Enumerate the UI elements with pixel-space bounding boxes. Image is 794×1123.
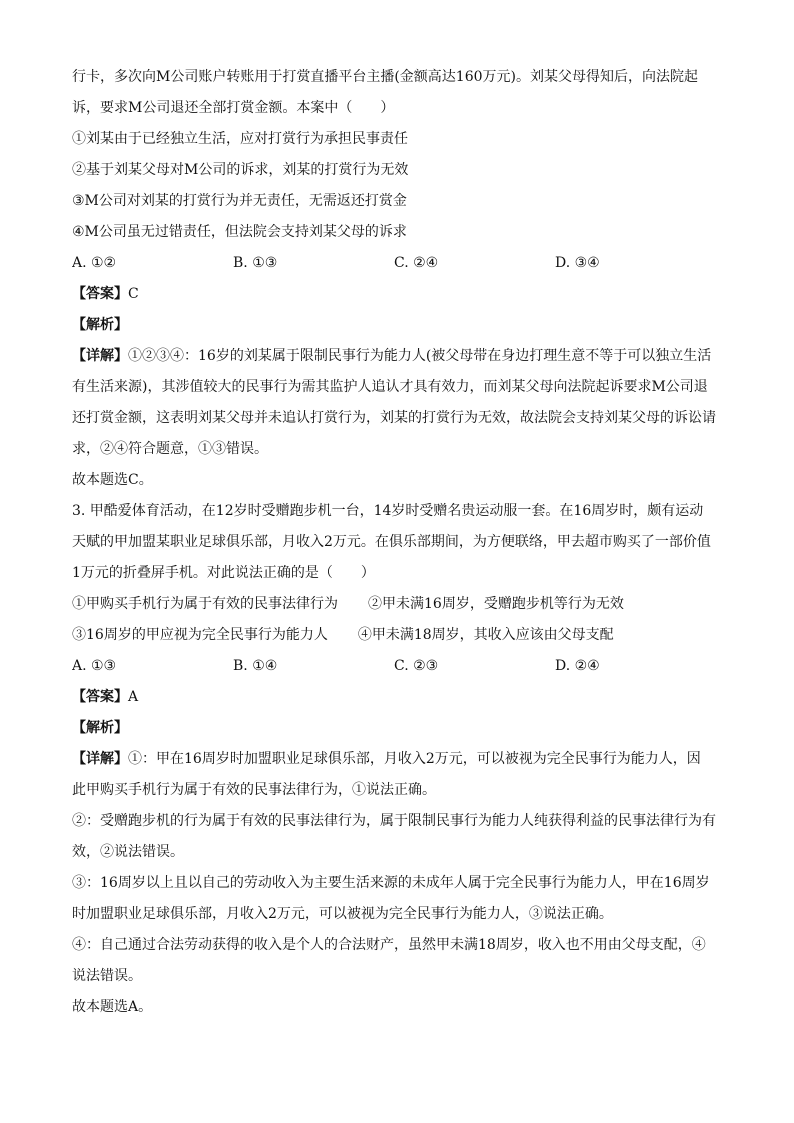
document-page: [72, 62, 722, 1023]
q2-conclusion: 故本题选C。: [72, 472, 153, 488]
q3-statement: ③16周岁的甲应视为完全民事行为能力人: [72, 627, 328, 643]
q2-detail-line: [72, 341, 722, 372]
q2-detail-label: 【详解】: [72, 348, 128, 364]
q3-answer: [72, 682, 722, 713]
q2-option-c: C. ②④: [394, 255, 439, 271]
q3-option-c: C. ②③: [394, 658, 439, 674]
q2-answer-label: 【答案】: [72, 286, 128, 302]
q3-analysis-label: 【解析】: [72, 720, 128, 736]
q3-detail-line: 时加盟职业足球俱乐部，月收入2万元，可以被视为完全民事行为能力人，③说法正确。: [72, 906, 613, 922]
q2-statement: ④M公司虽无过错责任，但法院会支持刘某父母的诉求: [72, 224, 407, 240]
q3-detail-line: [72, 744, 722, 775]
q3-detail-line: 效，②说法错误。: [72, 844, 184, 860]
q2-answer-value: C: [128, 286, 139, 302]
q3-statement: ①甲购买手机行为属于有效的民事法律行为: [72, 596, 338, 612]
q3-statements-row: [72, 589, 722, 620]
q2-detail-line: 有生活来源)，其涉值较大的民事行为需其监护人追认才具有效力，而刘某父母向法院起诉要求M公司退: [72, 379, 708, 395]
q3-detail-line: 说法错误。: [72, 968, 142, 984]
q2-detail-line: 还打赏金额，这表明刘某父母并未追认打赏行为，刘某的打赏行为无效，故法院会支持刘某父母的诉讼请: [72, 410, 716, 426]
q3-detail-line: ②：受赠跑步机的行为属于有效的民事法律行为，属于限制民事行为能力人纯获得利益的民事法律行为有: [72, 813, 716, 829]
q2-analysis: [72, 310, 722, 341]
q3-answer-value: A: [128, 689, 139, 705]
q3-detail-text: ①：甲在16周岁时加盟职业足球俱乐部，月收入2万元，可以被视为完全民事行为能力人，因: [128, 751, 701, 767]
q3-analysis: [72, 713, 722, 744]
q2-detail-line: 求，②④符合题意，①③错误。: [72, 441, 268, 457]
q3-answer-label: 【答案】: [72, 689, 128, 705]
q2-statement: ②基于刘某父母对M公司的诉求，刘某的打赏行为无效: [72, 162, 409, 178]
q3-detail-label: 【详解】: [72, 751, 128, 767]
q3-statements-row: [72, 620, 722, 651]
q2-stem-line: 诉，要求M公司退还全部打赏金额。本案中（ ）: [72, 100, 395, 116]
q3-statement: ②甲未满16周岁，受赠跑步机等行为无效: [368, 596, 624, 612]
q3-stem-line: 1万元的折叠屏手机。对此说法正确的是（ ）: [72, 565, 375, 581]
q3-detail-line: 此甲购买手机行为属于有效的民事法律行为，①说法正确。: [72, 782, 436, 798]
q3-detail-line: ④：自己通过合法劳动获得的收入是个人的合法财产，虽然甲未满18周岁，收入也不用由父母支配，④: [72, 937, 706, 953]
q3-options: [72, 651, 722, 682]
q2-analysis-label: 【解析】: [72, 317, 128, 333]
q2-statement: ③M公司对刘某的打赏行为并无责任，无需返还打赏金: [72, 193, 407, 209]
q2-statement: ①刘某由于已经独立生活，应对打赏行为承担民事责任: [72, 131, 408, 147]
q3-conclusion: 故本题选A。: [72, 999, 153, 1015]
q2-detail-text: ①②③④：16岁的刘某属于限制民事行为能力人(被父母带在身边打理生意不等于可以独立生活: [128, 348, 712, 364]
q3-detail-line: ③：16周岁以上且以自己的劳动收入为主要生活来源的未成年人属于完全民事行为能力人，甲在16周岁: [72, 875, 710, 891]
q2-stem-line: 行卡，多次向M公司账户转账用于打赏直播平台主播(金额高达160万元)。刘某父母得知后，向法院起: [72, 69, 698, 85]
q3-stem-line: 3. 甲酷爱体育活动，在12岁时受赠跑步机一台，14岁时受赠名贵运动服一套。在16周岁时，颇有运动: [72, 503, 704, 519]
q3-option-d: D. ②④: [555, 658, 600, 674]
q3-stem-line: 天赋的甲加盟某职业足球俱乐部，月收入2万元。在俱乐部期间，为方便联络，甲去超市购买了一部价值: [72, 534, 711, 550]
q2-option-d: D. ③④: [555, 255, 600, 271]
q2-options: [72, 248, 722, 279]
q2-answer: [72, 279, 722, 310]
q3-option-a: A. ①③: [72, 658, 117, 674]
q2-option-b: B. ①③: [233, 255, 278, 271]
q2-option-a: A. ①②: [72, 255, 117, 271]
q3-option-b: B. ①④: [233, 658, 278, 674]
q3-statement: ④甲未满18周岁，其收入应该由父母支配: [357, 627, 614, 643]
